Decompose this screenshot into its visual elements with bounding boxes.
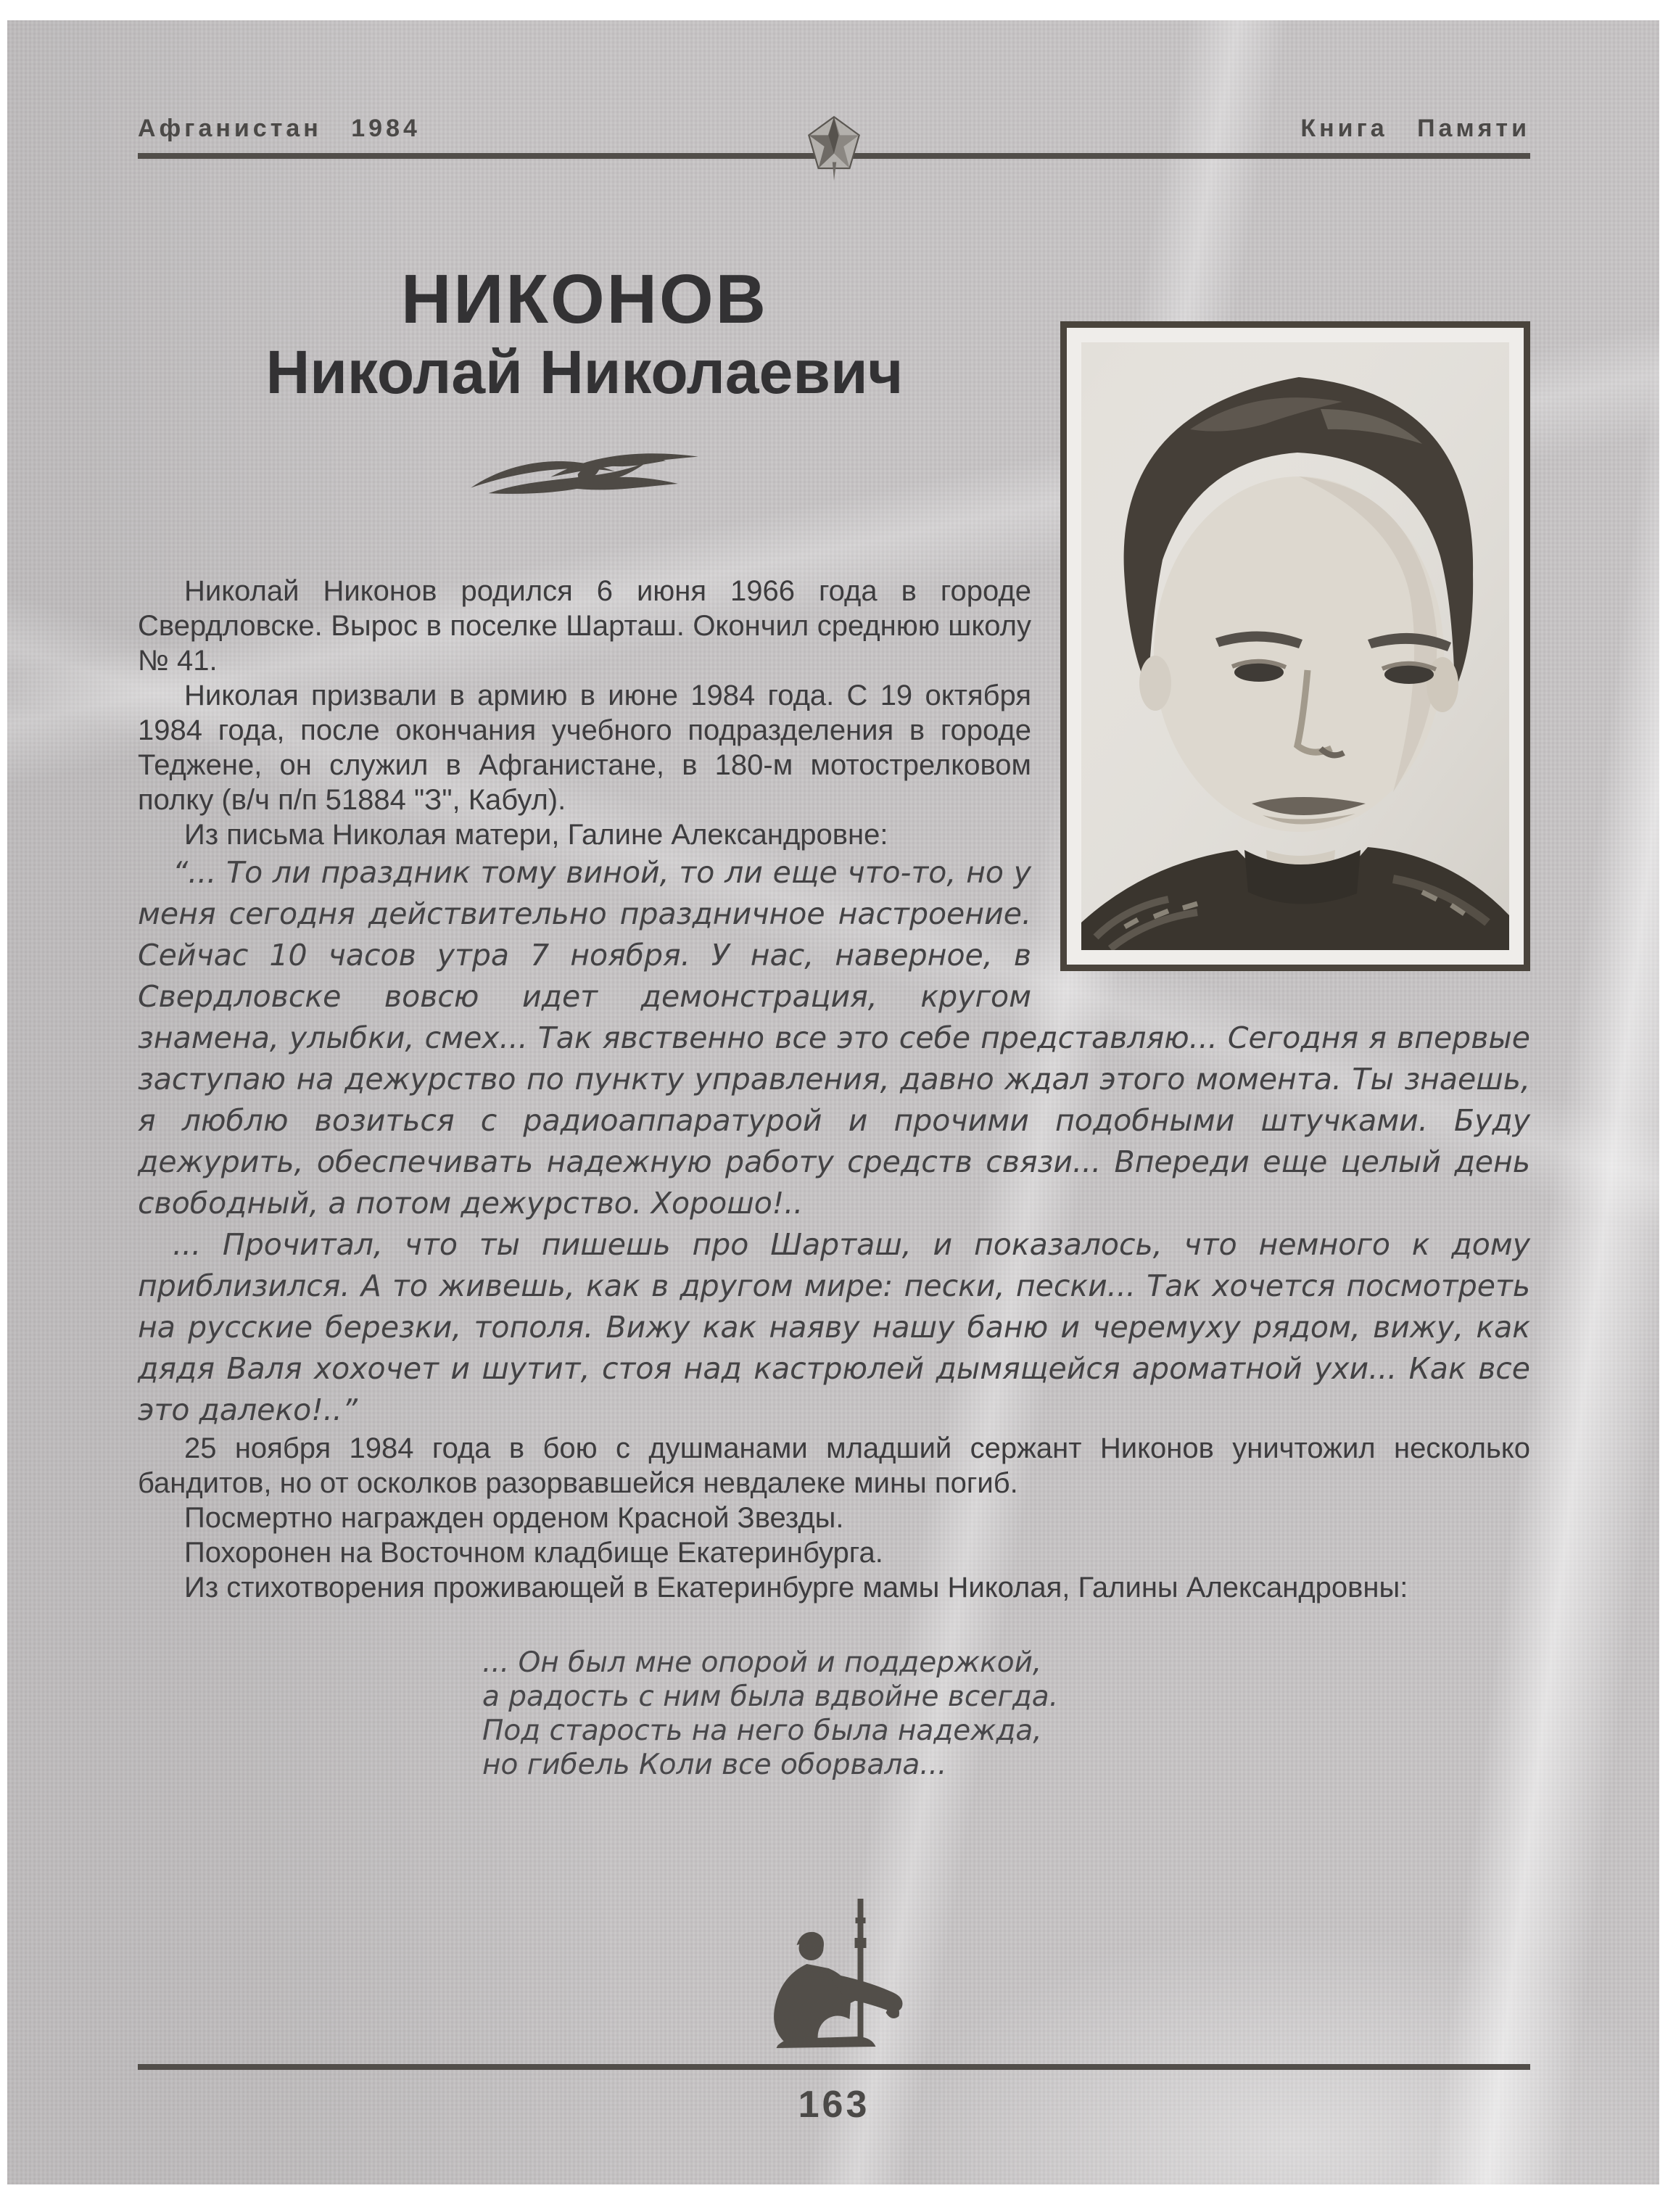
bio-paragraph: Николай Никонов родился 6 июня 1966 года в городе Свердловске. Вырос в поселке Шарташ. Окончил среднюю школу № 41. xyxy=(138,575,1031,677)
letter-paragraph: “... То ли праздник тому виной, то ли еще что-то, но у меня сегодня действительно праздничное настроение. Сейчас 10 часов утра 7 ноября. У нас, наверное, в Свердловске вовсю идет демонстрация, кругом знамена, улыбки, смех... Так явственно все это себе представляю... Сегодня я впервые заступаю на дежурство по пункту управления, давно ждал этого момента. Ты знаешь, я люблю возиться с радиоаппаратурой и прочими подобными штучками. Буду дежурить, обеспечивать надежную работу средств связи... Впереди еще целый день свободный, а потом дежурство. Хорошо!.. xyxy=(138,855,1530,1221)
aftermath-paragraph: Посмертно награжден орденом Красной Звезды. xyxy=(184,1502,844,1534)
page-footer xyxy=(138,1877,1530,2153)
page-number: 163 xyxy=(798,2084,870,2126)
header-left-label: Афганистан 1984 xyxy=(138,115,421,142)
memorial-article xyxy=(138,262,1530,1782)
running-header xyxy=(138,20,1530,159)
footer-rule xyxy=(138,2064,1530,2070)
page-content xyxy=(138,20,1530,2184)
poem-line: но гибель Коли все оборвала... xyxy=(482,1749,947,1781)
page-title-name: Николай Николаевич xyxy=(265,338,904,406)
paper-background xyxy=(7,20,1659,2184)
portrait-image xyxy=(1081,342,1509,950)
aftermath-paragraph: Похоронен на Восточном кладбище Екатеринбурга. xyxy=(184,1537,883,1569)
poem-line: Под старость на него была надежда, xyxy=(482,1714,1042,1747)
letter-paragraph: ... Прочитал, что ты пишешь про Шарташ, и показалось, что немного к дому приблизился. А то живешь, как в другом мире: пески, пески... Так хочется посмотреть на русские березки, тополя. Вижу как наяву нашу баню и черемуху рядом, вижу, как дядя Валя хохочет и шутит, стоя над кастрюлей дымящейся ароматной ухи... Как все это далеко!..” xyxy=(138,1227,1530,1427)
aftermath-paragraph: 25 ноября 1984 года в бою с душманами младший сержант Никонов уничтожил несколько бандитов, но от осколков разорвавшейся невдалеке мины погиб. xyxy=(138,1432,1530,1499)
poem-block xyxy=(482,1646,1530,1782)
portrait-photo xyxy=(1060,321,1530,971)
star-icon xyxy=(803,115,865,182)
poem-intro: Из стихотворения проживающей в Екатеринбурге мамы Николая, Галины Александровны: xyxy=(184,1572,1408,1604)
page-title-surname: НИКОНОВ xyxy=(401,260,768,338)
header-right-label: Книга Памяти xyxy=(1300,115,1530,142)
kneeling-soldier-icon xyxy=(749,1896,920,2064)
poem-line: ... Он был мне опорой и поддержкой, xyxy=(482,1646,1042,1679)
bio-paragraph: Николая призвали в армию в июне 1984 года. С 19 октября 1984 года, после окончания учебного подразделения в городе Теджене, он служил в Афганистане, в 180-м мотострелковом полку (в/ч п/п 51884 "З", Кабул). xyxy=(138,680,1031,816)
letter-intro: Из письма Николая матери, Галине Александровне: xyxy=(184,819,888,851)
poem-line: а радость с ним была вдвойне всегда. xyxy=(482,1680,1059,1713)
